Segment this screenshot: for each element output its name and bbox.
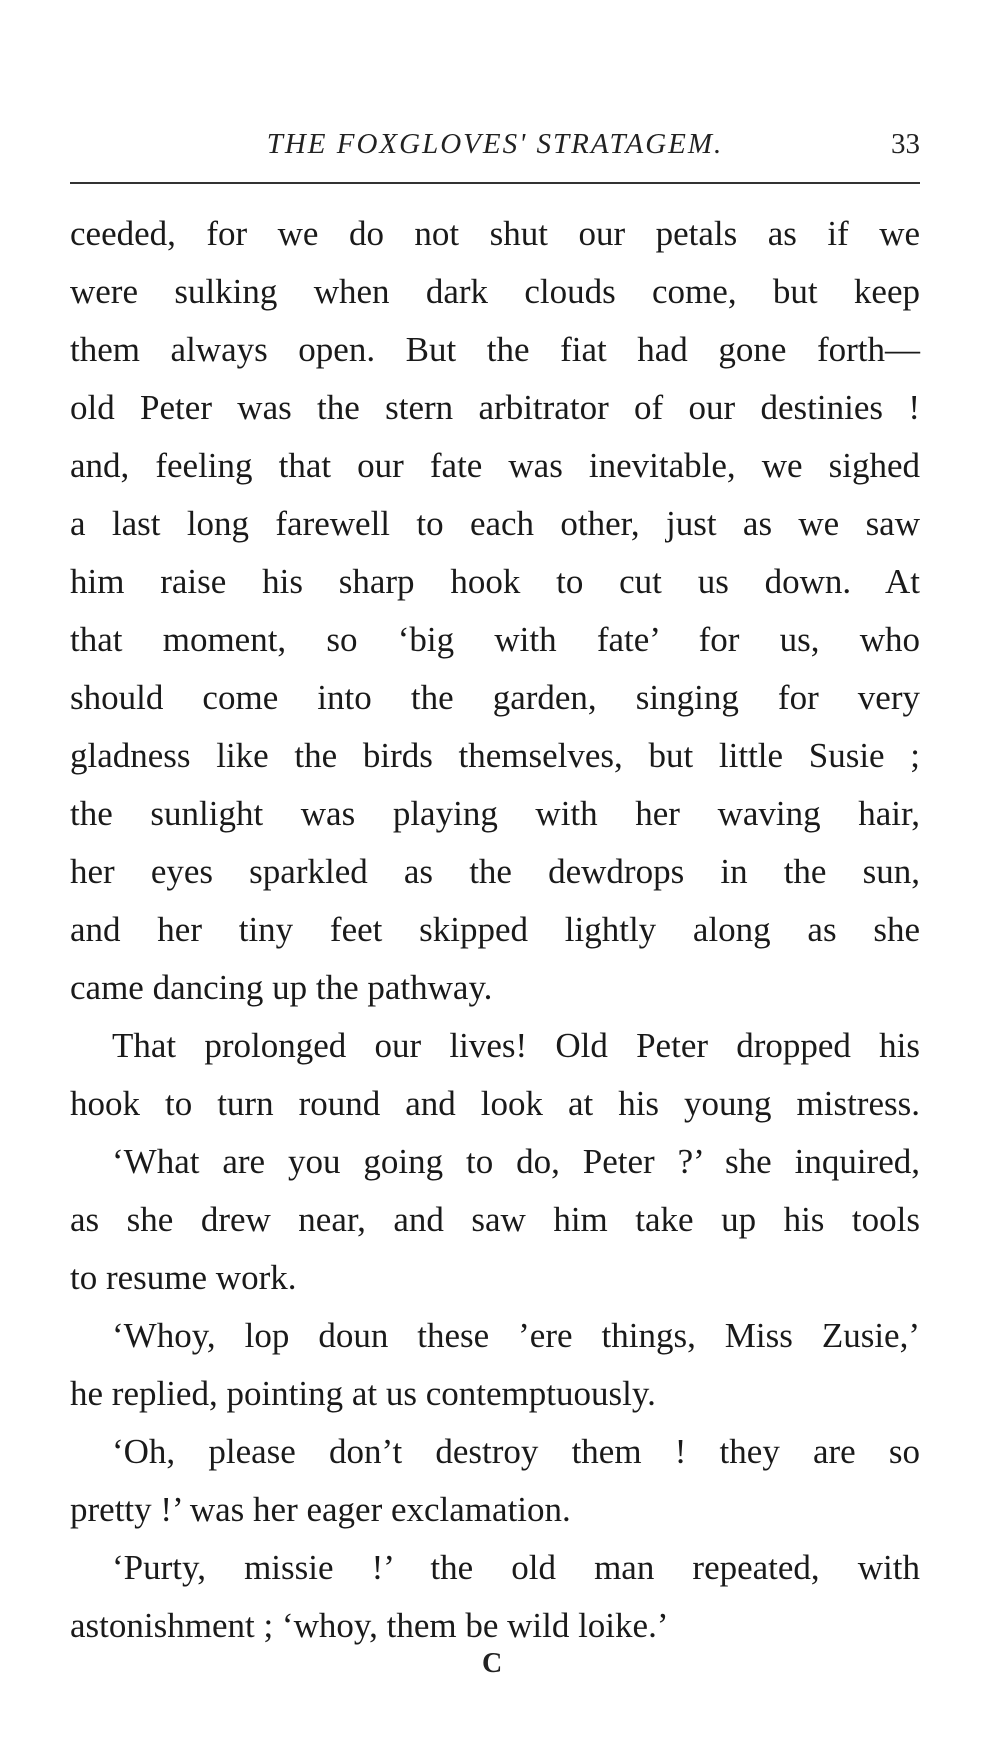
text-line: gladness like the birds themselves, but little Susie ; [70, 736, 920, 775]
text-line: he replied, pointing at us contemptuously. [70, 1374, 656, 1413]
text-line: should come into the garden, singing for very [70, 678, 920, 717]
text-line: a last long farewell to each other, just as we saw [70, 504, 920, 543]
text-line: came dancing up the pathway. [70, 968, 493, 1007]
text-line: pretty !’ was her eager exclamation. [70, 1490, 571, 1529]
text-line: That prolonged our lives! Old Peter dropped his [112, 1026, 920, 1065]
text-line: him raise his sharp hook to cut us down. At [70, 562, 920, 601]
text-line: hook to turn round and look at his young mistress. [70, 1084, 920, 1123]
text-line: ‘Oh, please don’t destroy them ! they are so [112, 1432, 920, 1471]
text-line: as she drew near, and saw him take up his tools [70, 1200, 920, 1239]
body-text [70, 205, 920, 1655]
text-line: ‘Whoy, lop doun these ’ere things, Miss Zusie,’ [112, 1316, 920, 1355]
text-line: the sunlight was playing with her waving hair, [70, 794, 920, 833]
running-title: THE FOXGLOVES' STRATAGEM. [266, 128, 724, 160]
text-line: ‘Purty, missie !’ the old man repeated, with [112, 1548, 920, 1587]
text-line: and, feeling that our fate was inevitable, we sighed [70, 446, 920, 485]
text-line: and her tiny feet skipped lightly along as she [70, 910, 920, 949]
header-rule [70, 182, 920, 184]
text-line: were sulking when dark clouds come, but keep [70, 272, 920, 311]
page-number: 33 [891, 128, 920, 160]
text-line: them always open. But the fiat had gone forth— [70, 330, 920, 369]
text-line: ‘What are you going to do, Peter ?’ she inquired, [112, 1142, 920, 1181]
text-line: ceeded, for we do not shut our petals as if we [70, 214, 920, 253]
running-head [70, 128, 920, 168]
text-line: that moment, so ‘big with fate’ for us, who [70, 620, 920, 659]
text-line: her eyes sparkled as the dewdrops in the sun, [70, 852, 920, 891]
text-line: astonishment ; ‘whoy, them be wild loike.’ [70, 1606, 669, 1645]
text-line: old Peter was the stern arbitrator of our destinies ! [70, 388, 920, 427]
signature-mark: C [482, 1648, 503, 1679]
text-line: to resume work. [70, 1258, 297, 1297]
